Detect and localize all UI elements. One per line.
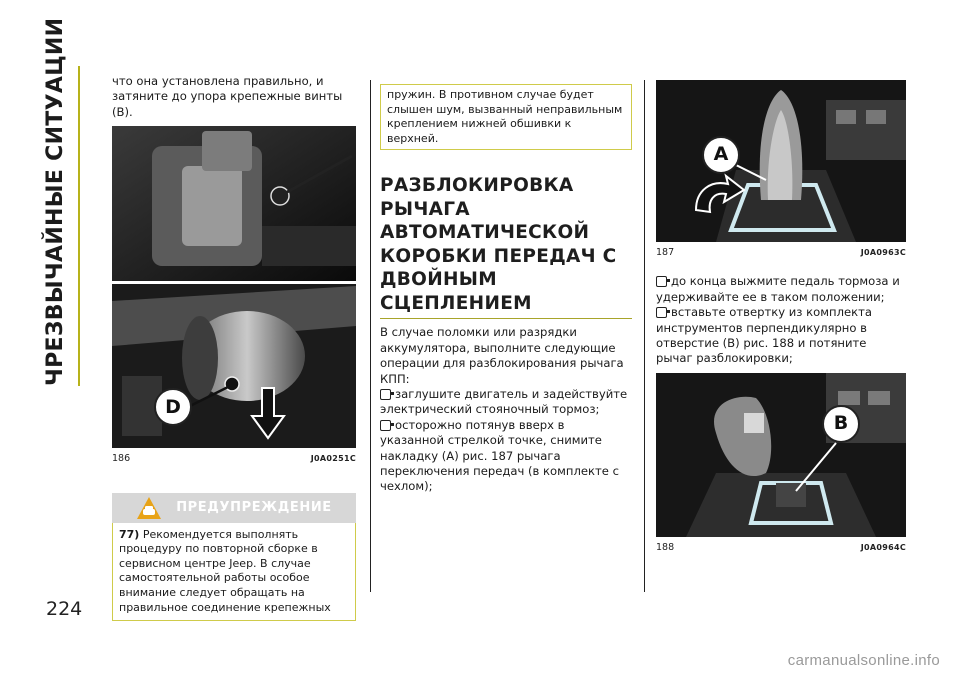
figure-188-label: B	[822, 405, 860, 443]
figure-188-number: 188	[656, 541, 675, 553]
figure-187-code: J0A0963C	[860, 248, 906, 257]
figure-187-number: 187	[656, 247, 675, 258]
bullet-item-1: заглушите двигатель и задействуйте электрический стояночный тормоз;	[380, 387, 628, 417]
section-heading: РАЗБЛОКИРОВКА РЫЧАГА АВТОМАТИЧЕСКОЙ КОРОБКИ ПЕРЕДАЧ С ДВОЙНЫМ СЦЕПЛЕНИЕМ	[380, 174, 632, 319]
bullet-item-3: до конца выжмите педаль тормоза и удерживайте ее в таком положении;	[656, 274, 900, 304]
figure-187-illustration	[656, 80, 906, 242]
side-section-title: ЧРЕЗВЫЧАЙНЫЕ СИТУАЦИИ	[36, 66, 80, 386]
figure-187-caption	[656, 245, 906, 260]
column-3	[656, 80, 906, 555]
continued-note-box: пружин. В противном случае будет слышен шум, вызванный неправильным креплением нижней обшивки к верхней.	[380, 84, 632, 150]
column-1	[112, 74, 356, 621]
instruction-paragraph: В случае поломки или разрядки аккумулятора, выполните следующие операции для разблокирования рычага КПП:	[380, 325, 624, 386]
figure-186-caption	[112, 451, 356, 466]
column-2	[380, 84, 632, 495]
figure-186-number: 186	[112, 453, 131, 465]
figure-187-label: A	[702, 136, 740, 174]
bullet-item-2: осторожно потянув вверх в указанной стрелкой точке, снимите накладку (A) рис. 187 рычага переключения передач (в комплекте с чехлом);	[380, 417, 619, 494]
watermark-link[interactable]: carmanualsonline.info	[787, 652, 940, 669]
checkbox-bullet-icon	[656, 276, 667, 287]
figure-188-illustration	[656, 373, 906, 537]
page-number: 224	[46, 598, 83, 620]
bullet-item-4: вставьте отвертку из комплекта инструментов перпендикулярно в отверстие (B) рис. 188 и потяните рычаг разблокировки;	[656, 305, 872, 366]
intro-text: что она установлена правильно, и затяните до упора крепежные винты (B).	[112, 74, 343, 119]
column-divider-1	[370, 80, 371, 592]
figure-186-illustration	[112, 126, 356, 448]
checkbox-bullet-icon	[656, 307, 667, 318]
warning-title: ПРЕДУПРЕЖДЕНИЕ	[176, 499, 332, 515]
checkbox-bullet-icon	[380, 389, 391, 400]
warning-box	[112, 523, 356, 622]
checkbox-bullet-icon	[380, 420, 391, 431]
warning-text: Рекомендуется выполнять процедуру по повторной сборке в сервисном центре Jeep. В случае самостоятельной работы особое внимание следует обращать на правильное соединение крепежных	[119, 527, 331, 614]
column-divider-2	[644, 80, 645, 592]
figure-186-code: J0A0251C	[310, 454, 356, 464]
warning-number: 77)	[119, 527, 140, 541]
figure-186-photo	[112, 126, 356, 448]
warning-car-icon	[136, 496, 162, 520]
figure-188-photo	[656, 373, 906, 537]
figure-188-caption	[656, 540, 906, 555]
warning-header	[112, 493, 356, 523]
figure-187-photo	[656, 80, 906, 242]
figure-188-code: J0A0964C	[860, 542, 906, 552]
figure-186-label: D	[154, 388, 192, 426]
